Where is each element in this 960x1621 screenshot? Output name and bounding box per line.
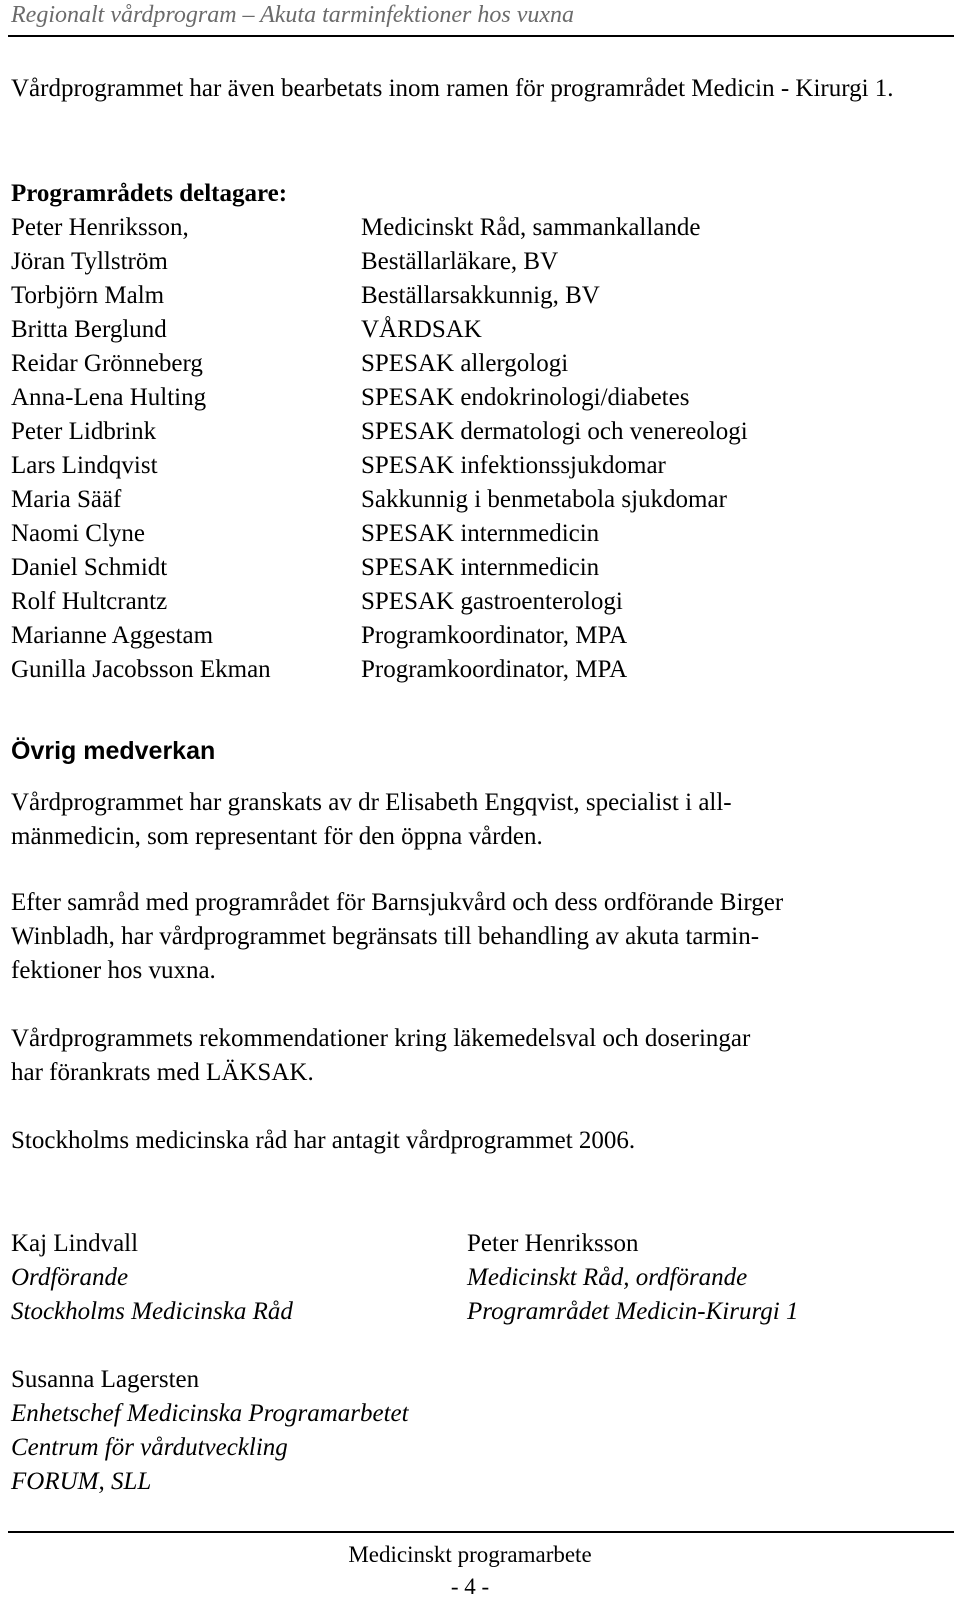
paragraph-line: Winbladh, har vårdprogrammet begränsats till behandling av akuta tarmin- [11, 923, 760, 950]
paragraph-line: fektioner hos vuxna. [11, 957, 216, 984]
paragraph-line: Stockholms medicinska råd har antagit vårdprogrammet 2006. [11, 1127, 636, 1154]
signature-org: Stockholms Medicinska Råd [11, 1298, 293, 1325]
participant-row [11, 585, 951, 619]
participant-name: Britta Berglund [11, 316, 167, 343]
participant-row [11, 211, 951, 245]
participant-name: Torbjörn Malm [11, 282, 165, 309]
signature-org: Centrum för vårdutveckling [11, 1434, 288, 1461]
participant-row [11, 653, 951, 687]
signature-name: Susanna Lagersten [11, 1366, 200, 1393]
participant-row [11, 483, 951, 517]
participant-name: Marianne Aggestam [11, 622, 214, 649]
paragraph-line: Vårdprogrammets rekommendationer kring läkemedelsval och doseringar [11, 1025, 751, 1052]
signature-org: Programrådet Medicin-Kirurgi 1 [467, 1298, 799, 1325]
participant-role: Programkoordinator, MPA [361, 656, 628, 683]
participant-name: Daniel Schmidt [11, 554, 168, 581]
signature-bottom [11, 1363, 409, 1499]
participant-row [11, 381, 951, 415]
other-contributions-heading: Övrig medverkan [11, 737, 216, 765]
participant-row [11, 449, 951, 483]
participant-row [11, 279, 951, 313]
signature-title: Enhetschef Medicinska Programarbetet [11, 1400, 409, 1427]
participant-row [11, 245, 951, 279]
signature-name: Peter Henriksson [467, 1230, 639, 1257]
participant-name: Jöran Tyllström [11, 248, 168, 275]
participant-role: Beställarläkare, BV [361, 248, 559, 275]
signature-name: Kaj Lindvall [11, 1230, 139, 1257]
participant-row [11, 313, 951, 347]
signature-title: Medicinskt Råd, ordförande [467, 1264, 748, 1291]
participant-name: Gunilla Jacobsson Ekman [11, 656, 271, 683]
header-rule [8, 35, 954, 37]
participant-role: SPESAK internmedicin [361, 520, 600, 547]
participant-row [11, 551, 951, 585]
participant-name: Peter Lidbrink [11, 418, 157, 445]
participant-name: Reidar Grönneberg [11, 350, 203, 377]
running-header: Regionalt vårdprogram – Akuta tarminfektioner hos vuxna [11, 2, 575, 28]
participants-heading: Programrådets deltagare: [11, 180, 288, 207]
participant-role: SPESAK infektionssjukdomar [361, 452, 666, 479]
paragraph-line: Vårdprogrammet har granskats av dr Elisabeth Engqvist, specialist i all- [11, 789, 732, 816]
participant-role: Programkoordinator, MPA [361, 622, 628, 649]
participant-role: Beställarsakkunnig, BV [361, 282, 600, 309]
participant-role: SPESAK gastroenterologi [361, 588, 623, 615]
participant-row [11, 347, 951, 381]
intro-paragraph: Vårdprogrammet har även bearbetats inom ramen för programrådet Medicin - Kirurgi 1. [11, 75, 894, 102]
review-paragraph [11, 786, 956, 854]
signature-title: Ordförande [11, 1264, 129, 1291]
participant-name: Maria Sääf [11, 486, 122, 513]
paragraph-line: har förankrats med LÄKSAK. [11, 1059, 314, 1086]
participant-name: Naomi Clyne [11, 520, 146, 547]
participant-role: SPESAK allergologi [361, 350, 569, 377]
consultation-paragraph [11, 886, 956, 988]
participant-name: Lars Lindqvist [11, 452, 158, 479]
signature-org: FORUM, SLL [11, 1468, 152, 1495]
participant-role: VÅRDSAK [361, 316, 482, 343]
participant-name: Peter Henriksson, [11, 214, 189, 241]
footer-rule [8, 1531, 954, 1533]
participant-role: Sakkunnig i benmetabola sjukdomar [361, 486, 727, 513]
participant-name: Rolf Hultcrantz [11, 588, 168, 615]
paragraph-line: Efter samråd med programrådet för Barnsjukvård och dess ordförande Birger [11, 889, 784, 916]
page-number: - 4 - [450, 1574, 490, 1599]
paragraph-line: mänmedicin, som representant för den öppna vården. [11, 823, 543, 850]
participant-name: Anna-Lena Hulting [11, 384, 207, 411]
participants-list [11, 211, 951, 687]
signature-left [11, 1227, 293, 1329]
participant-row [11, 517, 951, 551]
participant-role: SPESAK endokrinologi/diabetes [361, 384, 690, 411]
participant-role: SPESAK dermatologi och venereologi [361, 418, 748, 445]
footer-title: Medicinskt programarbete [348, 1542, 592, 1567]
participant-role: SPESAK internmedicin [361, 554, 600, 581]
participant-row [11, 619, 951, 653]
participant-role: Medicinskt Råd, sammankallande [361, 214, 701, 241]
adoption-paragraph [11, 1124, 956, 1158]
recommendations-paragraph [11, 1022, 956, 1090]
signature-right [467, 1227, 798, 1329]
participant-row [11, 415, 951, 449]
